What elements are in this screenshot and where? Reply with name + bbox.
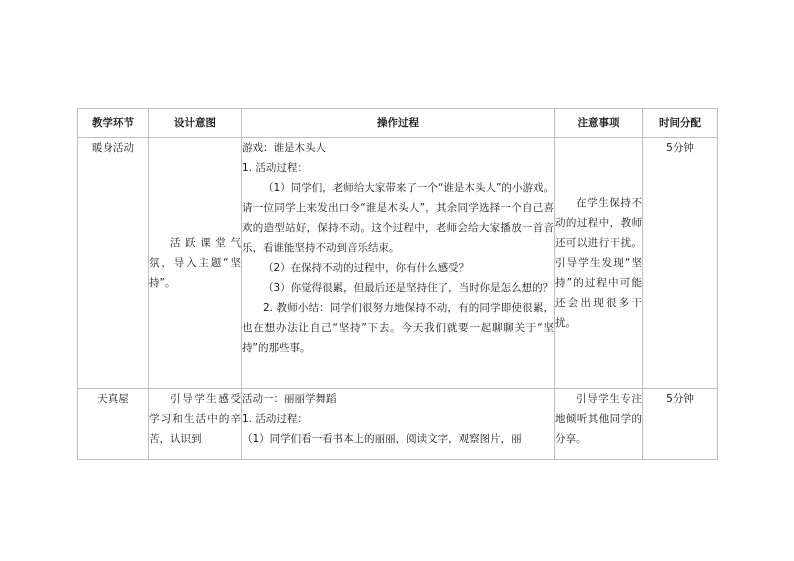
intent-cell: 活跃课堂气氛，导入主题“坚持”。: [149, 237, 241, 289]
process-line: 2. 教师小结：同学们很努力地保持不动，有的同学即使很累，也在想办法让自己“坚持”下去。今天我们就要一起聊聊关于“坚持”的那些事。: [242, 302, 554, 354]
header-intent: 设计意图: [149, 109, 242, 138]
process-line: （3）你觉得很累，但最后还是坚持住了，当时你是怎么想的？: [263, 282, 554, 294]
lesson-plan-table: [77, 108, 718, 460]
table-row: [78, 389, 718, 460]
table-row: [78, 138, 718, 389]
process-line: （1）同学们，老师给大家带来了一个“谁是木头人”的小游戏。请一位同学上来发出口令“谁是木头人”，其余同学选择一个自己喜欢的造型站好，保持不动。这个过程中，老师会给大家播放一首音乐，看谁能坚持不动到音乐结束。: [242, 182, 554, 254]
table-header-row: [78, 109, 718, 138]
notes-cell: 引导学生专注地倾听其他同学的分享。: [555, 393, 642, 445]
process-line: 1. 活动过程：: [242, 162, 308, 174]
process-line: （1）同学们看一看书本上的丽丽，阅读文字，观察图片，丽: [242, 433, 522, 445]
header-notes: 注意事项: [555, 109, 643, 138]
process-cell: [242, 389, 555, 460]
time-cell: 5分钟: [643, 389, 718, 460]
process-line: 活动一：丽丽学舞蹈: [242, 393, 337, 405]
process-line: （2）在保持不动的过程中，你有什么感受？: [263, 262, 470, 274]
intent-cell: 引导学生感受学习和生活中的辛苦，认识到: [149, 393, 241, 445]
time-cell: 5分钟: [643, 138, 718, 389]
process-cell: [242, 138, 555, 389]
process-line: 1. 活动过程：: [242, 413, 308, 425]
header-time: 时间分配: [643, 109, 718, 138]
notes-cell: 在学生保持不动的过程中，教师还可以进行干扰。引导学生发现“坚持”的过程中可能还会出现很多干扰。: [555, 197, 642, 329]
header-phase: 教学环节: [78, 109, 149, 138]
header-process: 操作过程: [242, 109, 555, 138]
process-line: 游戏：谁是木头人: [242, 142, 326, 154]
phase-cell: 暖身活动: [78, 138, 149, 389]
phase-cell: 天真屋: [78, 389, 149, 460]
